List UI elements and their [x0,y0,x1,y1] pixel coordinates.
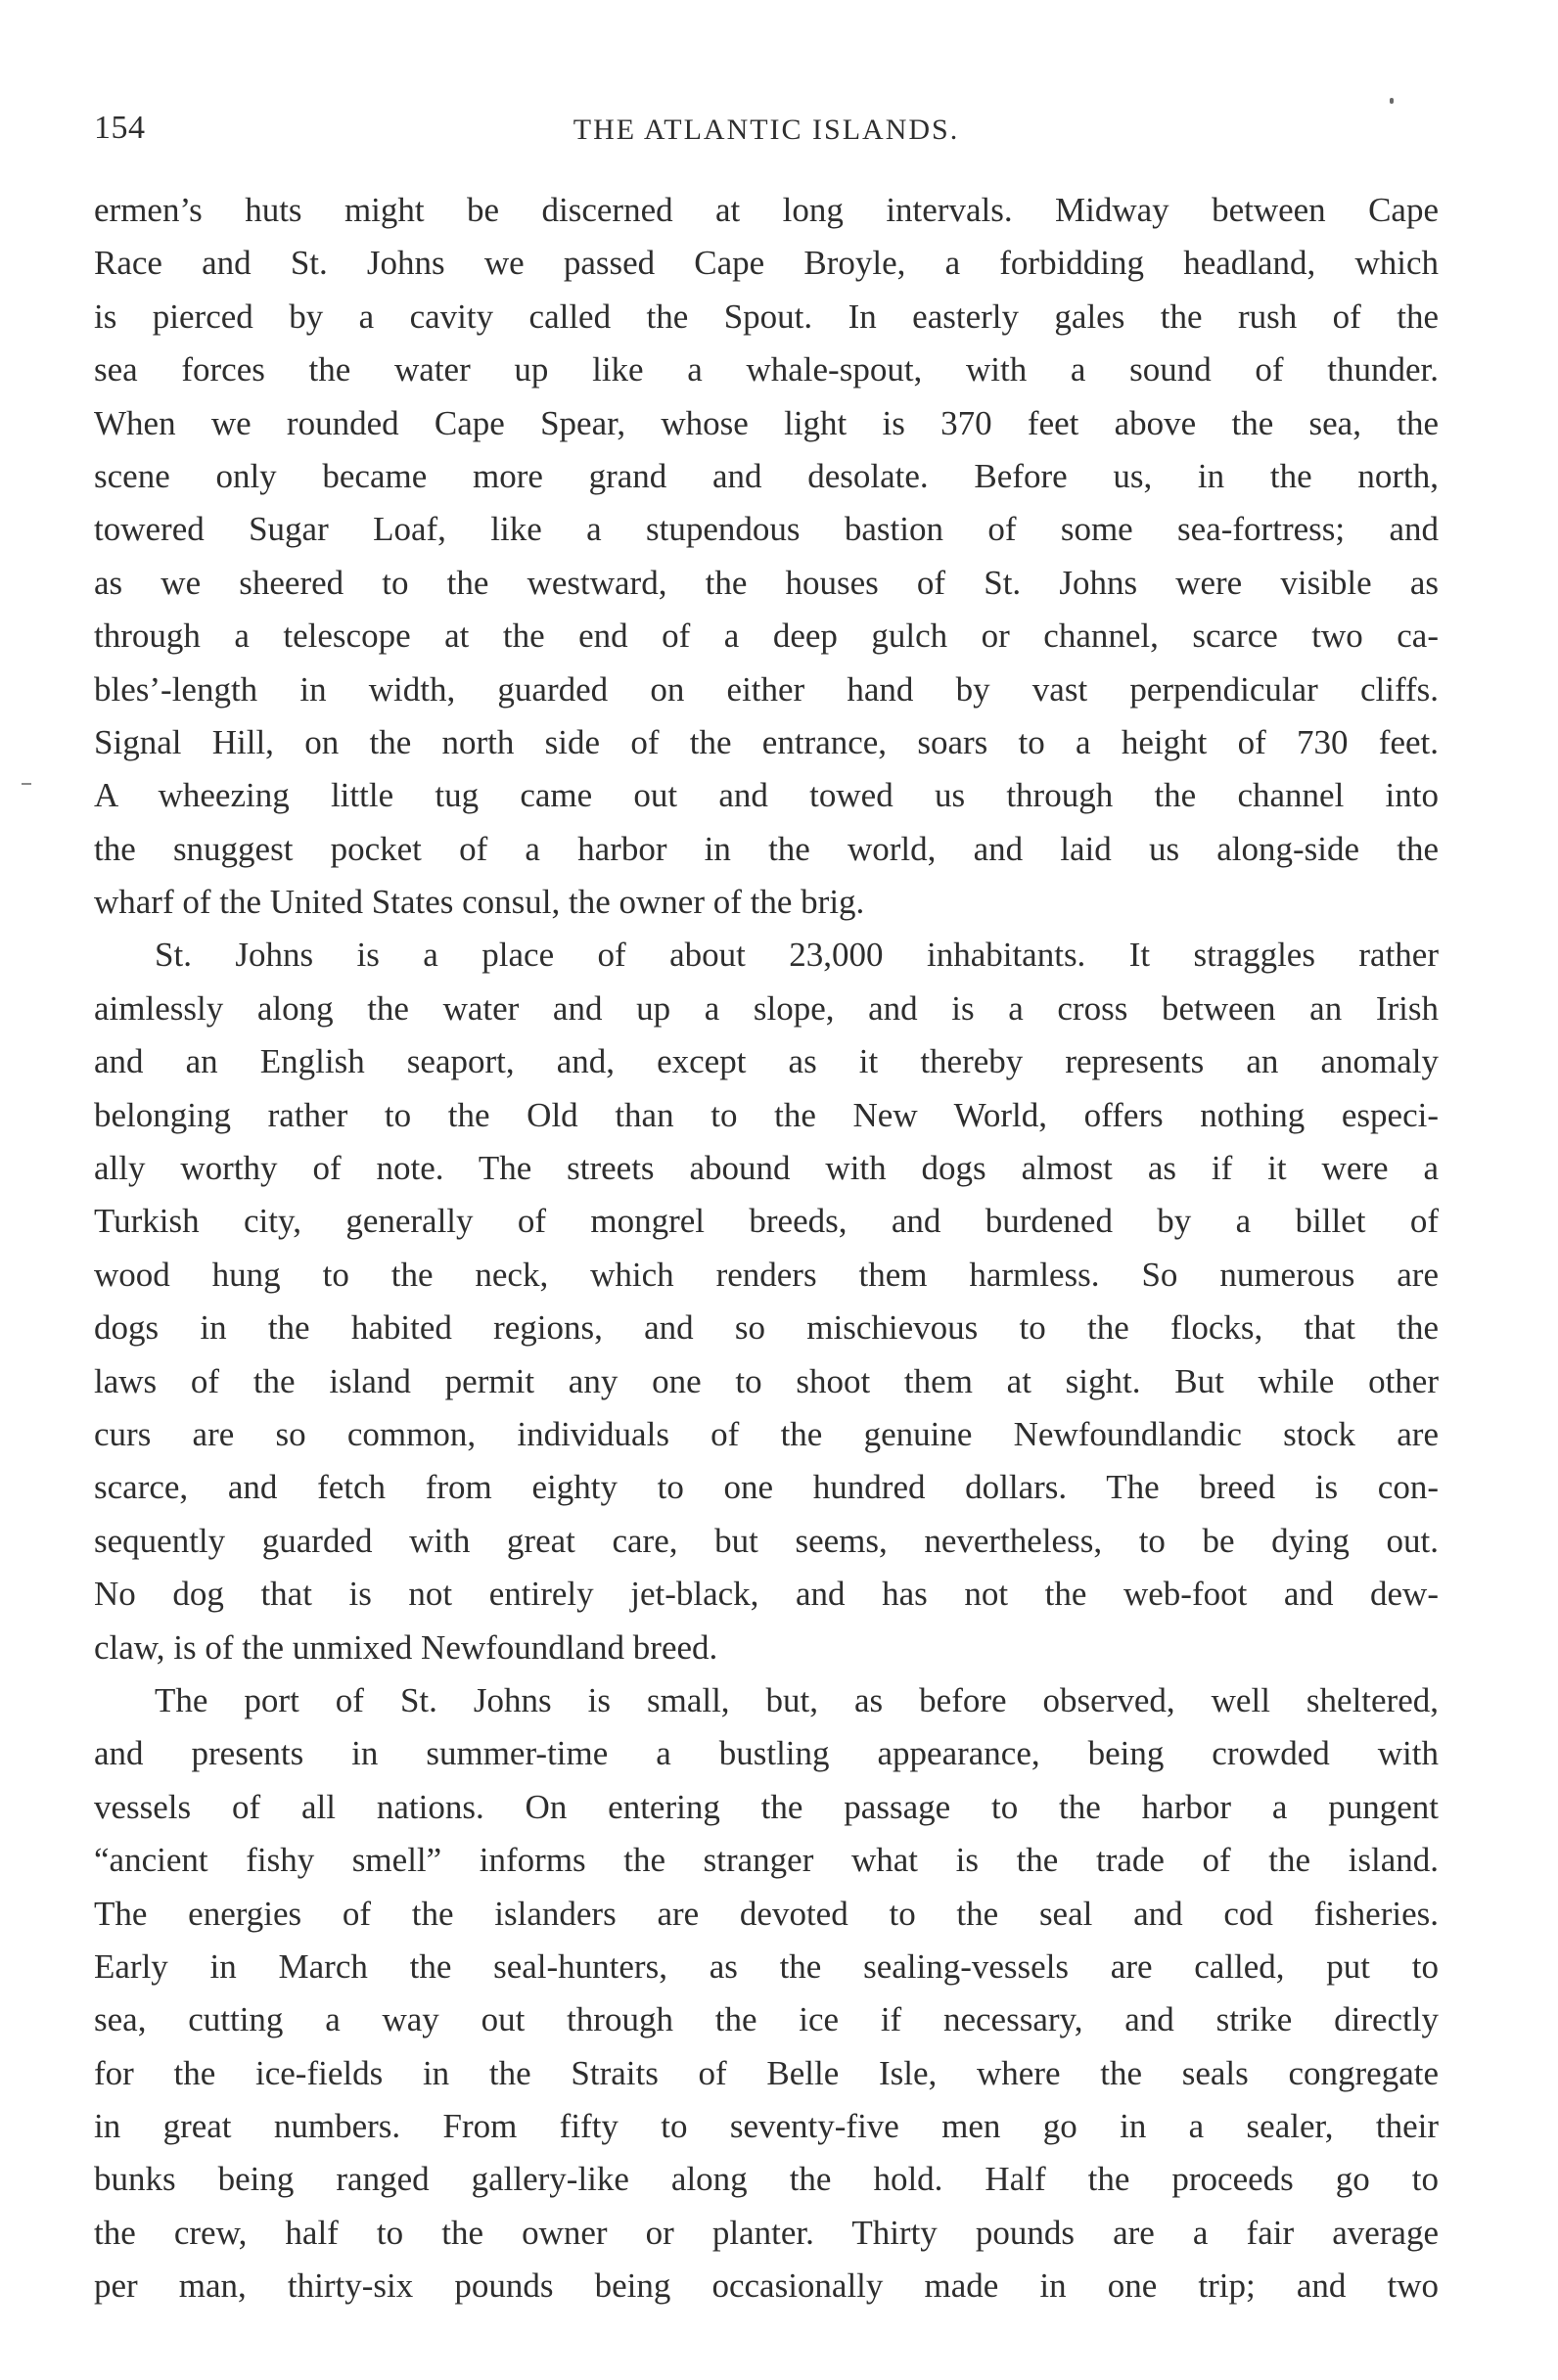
print-speck [1390,98,1394,104]
text-line: scene only became more grand and desolate. Before us, in the north, [94,456,1439,495]
text-line: through a telescope at the end of a deep gulch or channel, scarce two ca- [94,617,1439,656]
text-line: bles’-length in width, guarded on either hand by vast perpendicular cliffs. [94,669,1439,709]
paragraph-end-line: claw, is of the unmixed Newfoundland breed. [94,1627,718,1667]
text-line: the crew, half to the owner or planter. Thirty pounds are a fair average [94,2213,1439,2252]
text-line: Early in March the seal-hunters, as the sealing-vessels are called, put to [94,1946,1439,1986]
text-line: is pierced by a cavity called the Spout. In easterly gales the rush of the [94,297,1439,336]
paragraph-end-line: wharf of the United States consul, the owner of the brig. [94,883,865,922]
text-line: ally worthy of note. The streets abound with dogs almost as if it were a [94,1149,1439,1188]
text-line: sequently guarded with great care, but seems, nevertheless, to be dying out. [94,1521,1439,1560]
page-number: 154 [94,110,146,146]
running-head [94,110,1439,159]
text-line: belonging rather to the Old than to the New World, offers nothing especi- [94,1095,1439,1134]
text-line: in great numbers. From fifty to seventy-five men go in a sealer, their [94,2107,1439,2146]
text-line: wood hung to the neck, which renders them harmless. So numerous are [94,1255,1439,1294]
text-line: No dog that is not entirely jet-black, and has not the web-foot and dew- [94,1575,1439,1614]
text-line: scarce, and fetch from eighty to one hundred dollars. The breed is con- [94,1468,1439,1507]
text-line: sea forces the water up like a whale-spout, with a sound of thunder. [94,350,1439,389]
text-line: When we rounded Cape Spear, whose light is 370 feet above the sea, the [94,403,1439,442]
text-line: curs are so common, individuals of the genuine Newfoundlandic stock are [94,1414,1439,1453]
running-title: THE ATLANTIC ISLANDS. [573,114,960,146]
paragraph-start-line: St. Johns is a place of about 23,000 inhabitants. It straggles rather [155,936,1439,975]
text-line: the snuggest pocket of a harbor in the world, and laid us along-side the [94,829,1439,868]
text-line: for the ice-fields in the Straits of Belle Isle, where the seals congregate [94,2053,1439,2092]
text-line: Turkish city, generally of mongrel breeds, and burdened by a billet of [94,1202,1439,1241]
text-line: bunks being ranged gallery-like along the hold. Half the proceeds go to [94,2160,1439,2199]
text-line: A wheezing little tug came out and towed us through the channel into [94,776,1439,815]
margin-mark [22,783,31,785]
text-line: Race and St. Johns we passed Cape Broyle, a forbidding headland, which [94,244,1439,283]
paragraph-start-line: The port of St. Johns is small, but, as before observed, well sheltered, [155,1680,1439,1719]
text-line: as we sheered to the westward, the houses of St. Johns were visible as [94,563,1439,602]
text-line: aimlessly along the water and up a slope, and is a cross between an Irish [94,988,1439,1028]
text-line: vessels of all nations. On entering the passage to the harbor a pungent [94,1787,1439,1826]
text-line: dogs in the habited regions, and so mischievous to the flocks, that the [94,1308,1439,1348]
text-line: “ancient fishy smell” informs the stranger what is the trade of the island. [94,1841,1439,1880]
text-line: and presents in summer-time a bustling appearance, being crowded with [94,1734,1439,1773]
text-line: ermen’s huts might be discerned at long intervals. Midway between Cape [94,191,1439,229]
text-line: Signal Hill, on the north side of the entrance, soars to a height of 730 feet. [94,722,1439,761]
body-text [94,184,1439,2313]
text-line: towered Sugar Loaf, like a stupendous bastion of some sea-fortress; and [94,510,1439,549]
text-line: per man, thirty-six pounds being occasionally made in one trip; and two [94,2266,1439,2306]
text-line: laws of the island permit any one to shoot them at sight. But while other [94,1361,1439,1400]
book-page [94,0,1439,2380]
text-line: The energies of the islanders are devoted to the seal and cod fisheries. [94,1894,1439,1933]
text-line: and an English seaport, and, except as it thereby represents an anomaly [94,1042,1439,1081]
text-line: sea, cutting a way out through the ice if necessary, and strike directly [94,2000,1439,2039]
